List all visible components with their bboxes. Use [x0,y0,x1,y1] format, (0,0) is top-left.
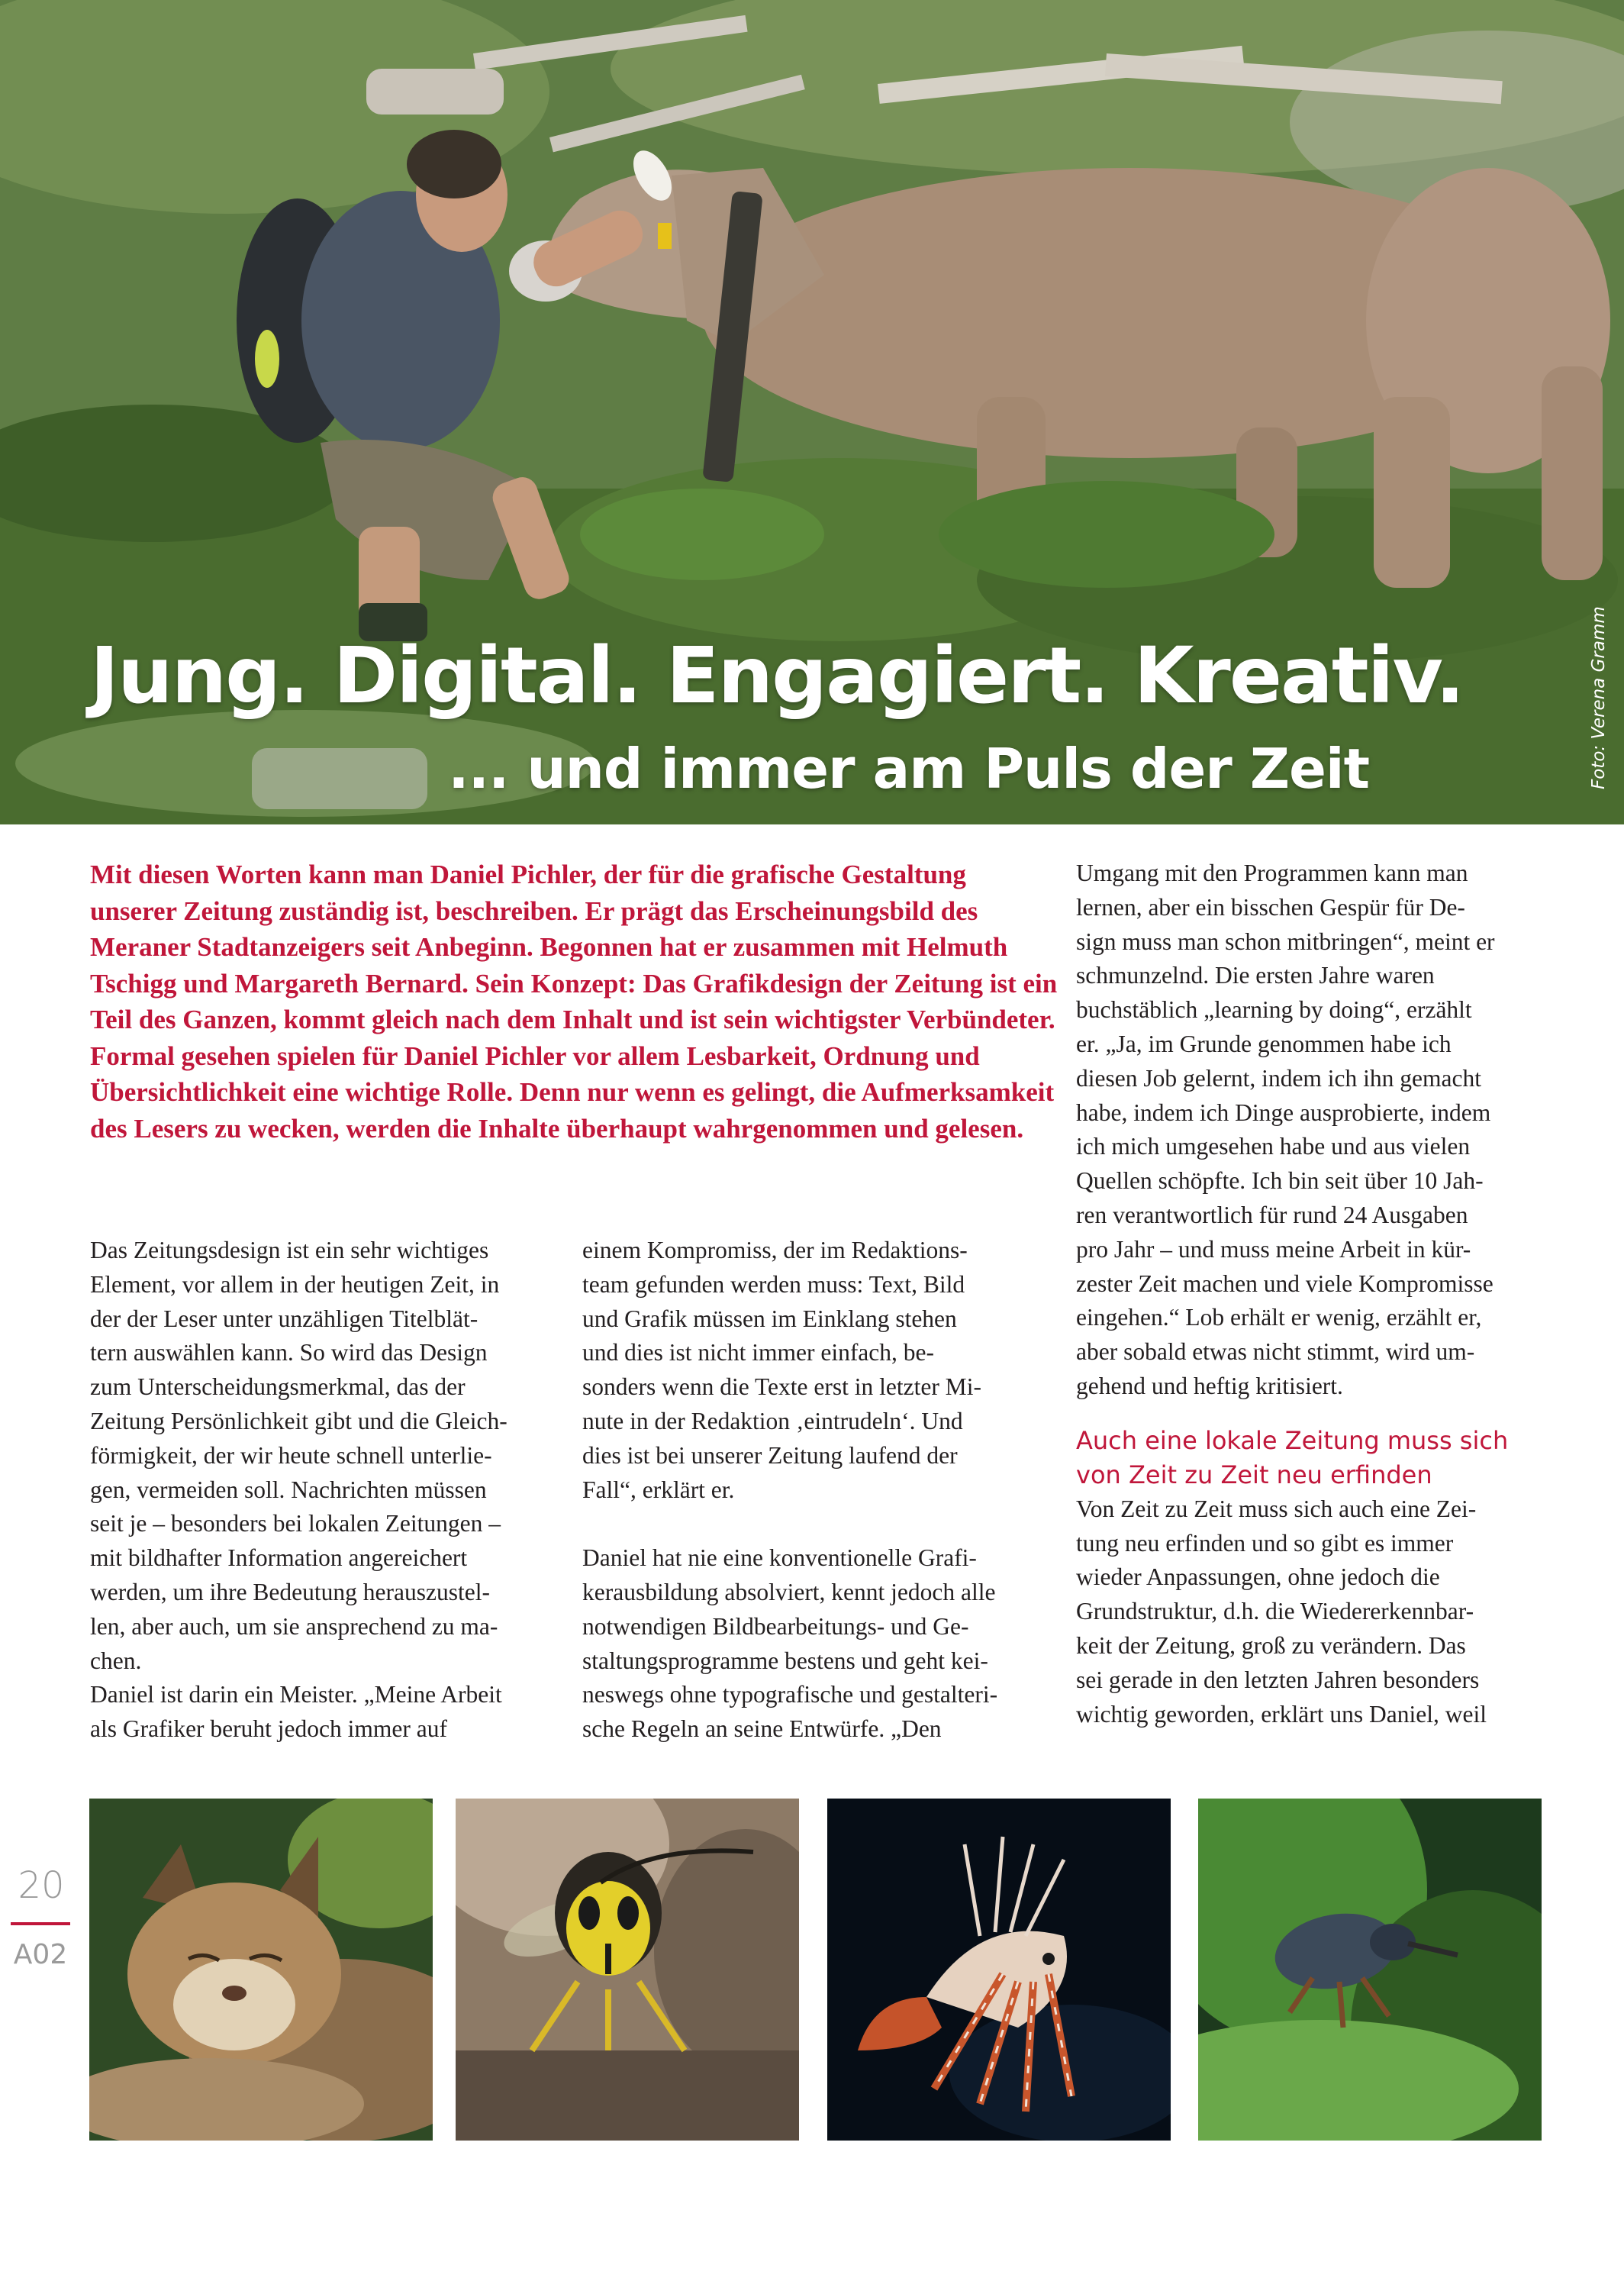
body-line: tern auswählen kann. So wird das Design [90,1339,488,1366]
subheading-line: von Zeit zu Zeit neu erfinden [1076,1460,1432,1489]
body-line: Das Zeitungsdesign ist ein sehr wichtiges [90,1237,489,1263]
photo-credit: Foto: Verena Gramm [1589,606,1609,789]
subheading-line: Auch eine lokale Zeitung muss sich [1076,1425,1509,1455]
body-line: wieder Anpassungen, ohne jedoch die [1076,1563,1440,1591]
body-line: mit bildhafter Information angereichert [90,1544,468,1572]
body-line: er. „Ja, im Grunde genommen habe ich [1076,1030,1452,1057]
body-line: zum Unterscheidungsmerkmal, das der [90,1373,466,1401]
body-line: notwendigen Bildbearbeitungs- und Ge- [582,1612,969,1640]
body-line: schmunzelnd. Die ersten Jahre waren [1076,962,1435,989]
body-line: Quellen schöpfte. Ich bin seit über 10 Jah- [1076,1167,1484,1195]
body-line: sei gerade in den letzten Jahren besonders [1076,1666,1480,1693]
body-line: als Grafiker beruht jedoch immer auf [90,1715,447,1743]
body-line: gen, vermeiden soll. Nachrichten müssen [90,1476,487,1503]
body-line: Von Zeit zu Zeit muss sich auch eine Zei- [1076,1495,1477,1522]
body-line: Element, vor allem in der heutigen Zeit, in [90,1270,500,1298]
hero-photo [0,0,1624,824]
page-number: 20 [18,1864,65,1907]
body-line: habe, indem ich Dinge ausprobierte, indem [1076,1099,1491,1126]
weevil-photo [1198,1799,1542,2141]
body-line: tung neu erfinden und so gibt es immer [1076,1529,1454,1557]
body-line: Umgang mit den Programmen kann man [1076,860,1468,886]
body-line: seit je – besonders bei lokalen Zeitungen – [90,1510,501,1537]
body-line: eingehen.“ Lob erhält er wenig, erzählt er, [1076,1304,1482,1331]
section-subheading [1076,1424,1542,1492]
body-line: keit der Zeitung, groß zu verändern. Das [1076,1631,1466,1659]
body-line: lernen, aber ein bisschen Gespür für De- [1076,893,1465,921]
body-line: sche Regeln an seine Entwürfe. „Den [582,1715,942,1743]
paragraph-gap [582,1507,1048,1541]
wasp-photo [456,1799,799,2141]
body-line: kerausbildung absolviert, kennt jedoch alle [582,1578,996,1605]
body-line: sonders wenn die Texte erst in letzter Mi- [582,1373,981,1401]
body-column-3 [1076,857,1542,1731]
body-line: ren verantwortlich für rund 24 Ausgaben [1076,1201,1468,1228]
body-line: und dies ist nicht immer einfach, be- [582,1339,934,1366]
page-title: Jung. Digital. Engagiert. Kreativ. [90,631,1464,721]
body-line: nute in der Redaktion ‚eintrudeln‘. Und [582,1407,963,1434]
body-line: sign muss man schon mitbringen“, meint er [1076,928,1495,955]
body-line: diesen Job gelernt, indem ich ihn gemacht [1076,1064,1481,1092]
section-gap [1076,1404,1542,1424]
body-line: zester Zeit machen und viele Kompromisse [1076,1270,1494,1297]
body-line: Daniel hat nie eine konventionelle Grafi- [582,1544,977,1572]
body-line: werden, um ihre Bedeutung herauszustel- [90,1578,490,1605]
body-line: wichtig geworden, erklärt uns Daniel, weil [1076,1700,1487,1728]
body-line: Fall“, erklärt er. [582,1476,735,1503]
body-line: ich mich umgesehen habe und aus vielen [1076,1133,1471,1160]
body-line: neswegs ohne typografische und gestalteri- [582,1681,998,1708]
folio-divider [11,1922,70,1925]
body-line: der der Leser unter unzähligen Titelblät- [90,1305,478,1332]
lynx-photo [89,1799,433,2141]
article-lead: Mit diesen Worten kann man Daniel Pichler, der für die grafische Gestaltung unserer Zeitung zuständig ist, beschreiben. Er prägt das Erscheinungsbild des Meraner Stadtanzeigers seit Anbeginn. Begonnen hat er zusammen mit Helmuth Tschigg und Margareth Bernard. Sein Konzept: Das Grafikdesign der Zeitung ist ein Teil des Ganzen, kommt gleich nach dem Inhalt und ist sein wichtigster Verbündeter. Formal gesehen spielen für Daniel Pichler vor allem Lesbarkeit, Ordnung und Übersichtlichkeit eine wichtige Rolle. Denn nur wenn es gelingt, die Aufmerksamkeit des Lesers zu wecken, werden die Inhalte überhaupt wahrgenommen und gelesen. [90,860,1058,1144]
lionfish-photo [827,1799,1171,2141]
body-line: gehend und heftig kritisiert. [1076,1372,1343,1399]
body-line: förmigkeit, der wir heute schnell unterlie- [90,1441,492,1469]
body-line: len, aber auch, um sie ansprechend zu ma- [90,1612,498,1640]
body-line: buchstäblich „learning by doing“, erzählt [1076,996,1472,1024]
body-line: und Grafik müssen im Einklang stehen [582,1305,957,1332]
body-line: pro Jahr – und muss meine Arbeit in kür- [1076,1235,1471,1263]
body-line: chen. [90,1647,142,1674]
body-line: dies ist bei unserer Zeitung laufend der [582,1441,958,1469]
body-line: team gefunden werden muss: Text, Bild [582,1270,965,1298]
body-line: Grundstruktur, d.h. die Wiedererkennbar- [1076,1598,1474,1625]
body-line: staltungsprogramme bestens und geht kei- [582,1647,988,1674]
body-line: aber sobald etwas nicht stimmt, wird um- [1076,1338,1475,1366]
page-code: A02 [13,1939,68,1970]
body-column-1 [90,1234,556,1747]
body-line: einem Kompromiss, der im Redaktions- [582,1237,968,1263]
body-column-2 [582,1234,1048,1747]
page-subtitle: ... und immer am Puls der Zeit [448,737,1369,801]
body-line: Zeitung Persönlichkeit gibt und die Gleich- [90,1407,508,1434]
body-line: Daniel ist darin ein Meister. „Meine Arbeit [90,1681,502,1708]
